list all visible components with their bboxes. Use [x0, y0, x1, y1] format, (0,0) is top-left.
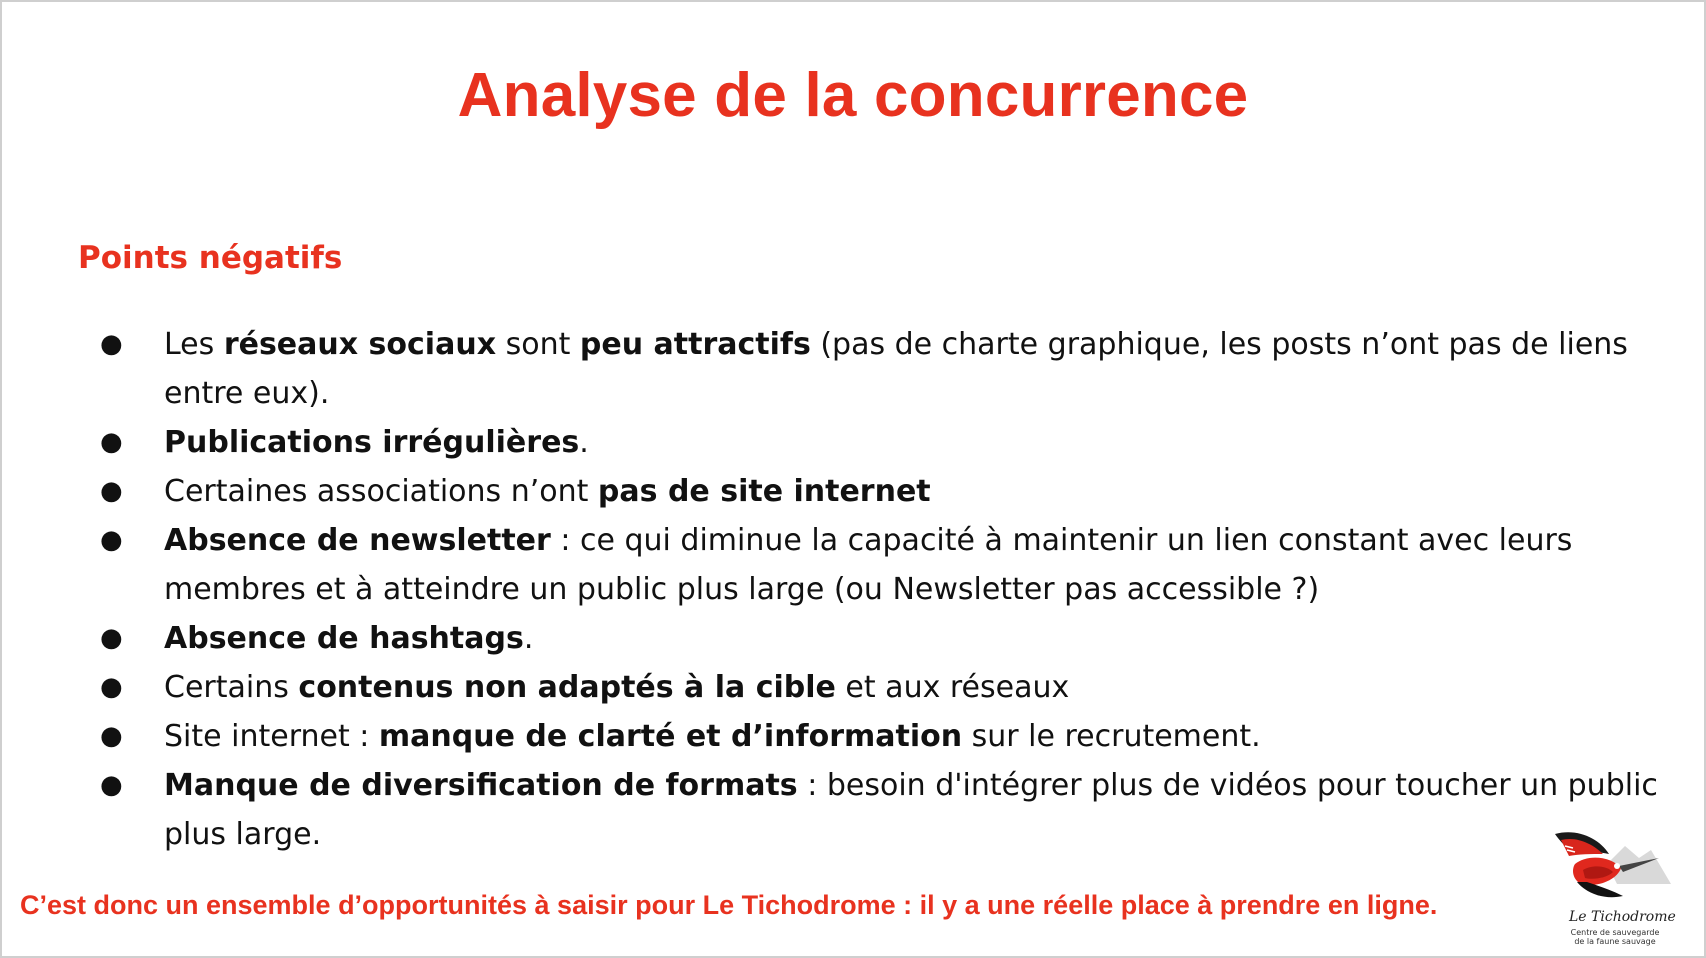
bullet-text: (pas de charte graphique, les posts n’ont pas de liens entre eux). — [164, 327, 1628, 411]
bullet-item — [98, 614, 1658, 663]
logo-tagline — [1565, 928, 1665, 946]
bullet-text: Certaines associations n’ont — [164, 474, 598, 509]
bullet-item — [98, 712, 1658, 761]
bullet-dot: ● — [100, 525, 123, 555]
bullet-bold-text: pas de site internet — [597, 474, 931, 509]
bullet-bold-text: Publications irrégulières — [164, 425, 580, 460]
bullet-text: . — [579, 425, 589, 460]
bullet-dot: ● — [100, 329, 123, 359]
bullet-bold-text: contenus non adaptés à la cible — [298, 670, 836, 705]
bullet-bold-text: Absence de newsletter — [164, 523, 551, 558]
bullet-text: Les — [164, 327, 224, 362]
bullet-dot: ● — [100, 427, 123, 457]
bullet-dot: ● — [100, 672, 123, 702]
logo-tagline-line-1: Centre de sauvegarde — [1570, 928, 1660, 937]
logo-tagline-line-2: de la faune sauvage — [1574, 937, 1656, 946]
bullet-item — [98, 418, 1658, 467]
bullet-bold-text: Manque de diversification de formats — [164, 768, 798, 803]
bullet-dot: ● — [100, 623, 123, 653]
slide-title: Analyse de la concurrence — [457, 61, 1249, 130]
bullet-bold-text: réseaux sociaux — [223, 327, 497, 362]
bullet-bold-text: Absence de hashtags — [164, 621, 524, 656]
bullet-text: Certains — [164, 670, 299, 705]
bullet-text: sont — [496, 327, 580, 362]
tichodrome-logo — [1547, 824, 1677, 952]
bullet-dot: ● — [100, 721, 123, 751]
section-title: Points négatifs — [78, 240, 343, 276]
bullet-text: : ce qui diminue la capacité à maintenir un lien constant avec leurs membres et à atteindre un public plus large (ou Newsletter pas accessible ?) — [164, 523, 1573, 607]
bullet-list — [98, 320, 1658, 859]
bullet-dot: ● — [100, 476, 123, 506]
bullet-text: et aux réseaux — [835, 670, 1070, 705]
bullet-bold-text: manque de clarté et d’information — [378, 719, 963, 754]
bullet-item — [98, 663, 1658, 712]
bullet-text: sur le recrutement. — [962, 719, 1261, 754]
bullet-text: Site internet : — [164, 719, 379, 754]
bullet-bold-text: peu attractifs — [579, 327, 811, 362]
bullet-item — [98, 467, 1658, 516]
bullet-text: : besoin d'intégrer plus de vidéos pour toucher un public plus large. — [164, 768, 1658, 852]
bullet-item — [98, 320, 1658, 418]
conclusion-text: C’est donc un ensemble d’opportunités à saisir pour Le Tichodrome : il y a une réelle place à prendre en ligne. — [20, 890, 1438, 920]
logo-script-text: Le Tichodrome — [1569, 909, 1676, 925]
bullet-text: . — [523, 621, 534, 656]
bullet-dot: ● — [100, 770, 123, 800]
bullet-item — [98, 516, 1658, 614]
bullet-item — [98, 761, 1658, 859]
wallcreeper-bird-logo-icon — [1547, 824, 1677, 914]
